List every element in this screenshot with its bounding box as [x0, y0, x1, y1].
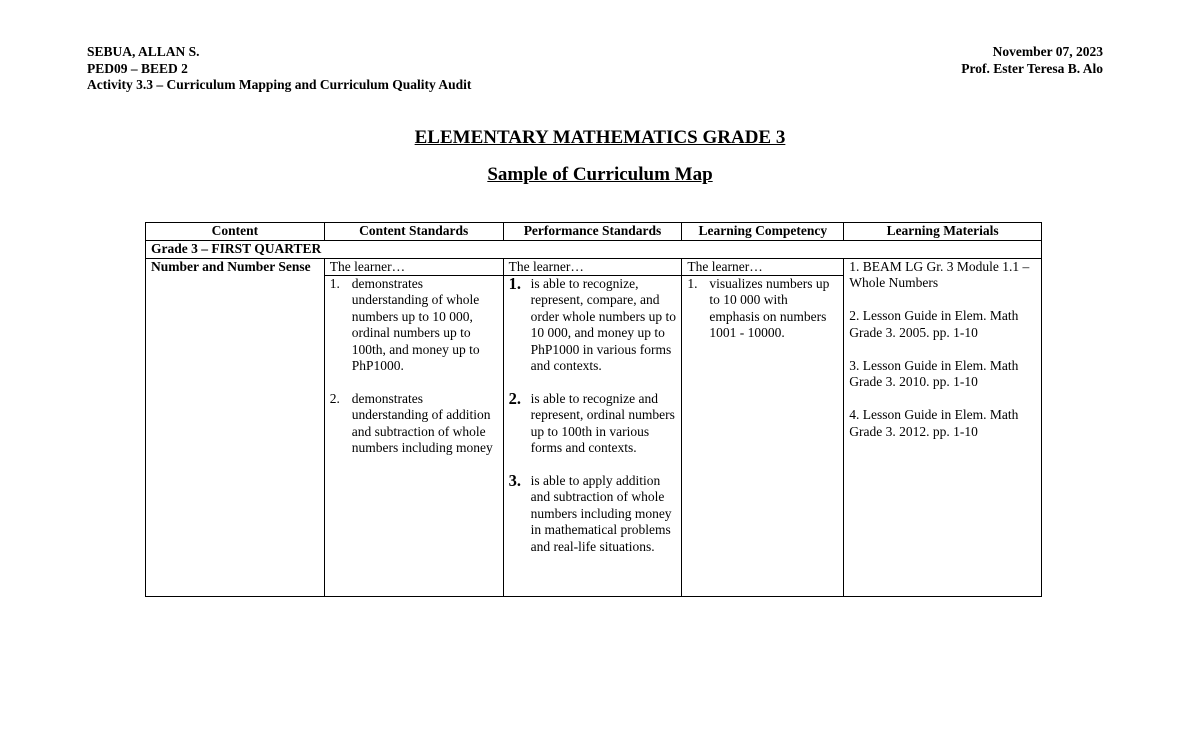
professor-label: Prof. Ester Teresa B. Alo	[961, 60, 1103, 76]
learning-competency-cell	[682, 258, 844, 596]
curriculum-map-table	[145, 222, 1042, 597]
list-item: 2. demonstrates understanding of addition and subtraction of whole numbers including money	[329, 390, 493, 455]
list-item: 1. is able to recognize, represent, compare, and order whole numbers up to 10 000, and money up to PhP1000 in various forms and contexts.	[508, 273, 677, 373]
learner-intro: The learner…	[504, 259, 682, 276]
quarter-row	[146, 241, 1042, 259]
learner-intro: The learner…	[325, 259, 503, 276]
header-right	[961, 44, 1103, 77]
column-header: Content Standards	[324, 223, 503, 241]
material-item: 4. Lesson Guide in Elem. Math Grade 3. 2012. pp. 1-10	[849, 407, 1019, 439]
column-header: Performance Standards	[503, 223, 682, 241]
content-cell	[146, 258, 325, 596]
learner-intro: The learner…	[682, 259, 843, 276]
activity-label: Activity 3.3 – Curriculum Mapping and Curriculum Quality Audit	[87, 77, 472, 92]
list-item: 1. visualizes numbers up to 10 000 with emphasis on numbers 1001 - 10000.	[687, 275, 830, 340]
student-name: SEBUA, ALLAN S.	[87, 44, 200, 59]
date-label: November 07, 2023	[992, 44, 1103, 59]
quarter-label: Grade 3 – FIRST QUARTER	[146, 241, 1042, 259]
material-item: 1. BEAM LG Gr. 3 Module 1.1 – Whole Numbers	[849, 258, 1030, 290]
header-left	[87, 44, 471, 94]
content-standards-list	[330, 276, 498, 457]
list-item: 2. is able to recognize and represent, ordinal numbers up to 100th in various forms and contexts.	[508, 388, 675, 455]
material-item: 2. Lesson Guide in Elem. Math Grade 3. 2005. pp. 1-10	[849, 308, 1019, 340]
content-standards-cell	[324, 258, 503, 596]
content-text: Number and Number Sense	[151, 258, 311, 274]
table-header-row	[146, 223, 1042, 241]
list-item: 1. demonstrates understanding of whole numbers up to 10 000, ordinal numbers up to 100th, and money up to PhP1000.	[329, 275, 480, 373]
column-header: Content	[146, 223, 325, 241]
material-item: 3. Lesson Guide in Elem. Math Grade 3. 2010. pp. 1-10	[849, 357, 1019, 389]
table-row	[146, 258, 1042, 596]
document-title: ELEMENTARY MATHEMATICS GRADE 3	[414, 127, 786, 148]
column-header: Learning Materials	[844, 223, 1042, 241]
learning-competency-list	[687, 276, 838, 342]
list-item: 3. is able to apply addition and subtraction of whole numbers including money in mathematical problems and real-life situations.	[508, 470, 672, 554]
performance-standards-cell	[503, 258, 682, 596]
column-header: Learning Competency	[682, 223, 844, 241]
performance-standards-list	[508, 273, 677, 556]
learning-materials-cell	[844, 258, 1042, 596]
document-subtitle: Sample of Curriculum Map	[487, 164, 713, 185]
course-label: PED09 – BEED 2	[87, 60, 188, 76]
